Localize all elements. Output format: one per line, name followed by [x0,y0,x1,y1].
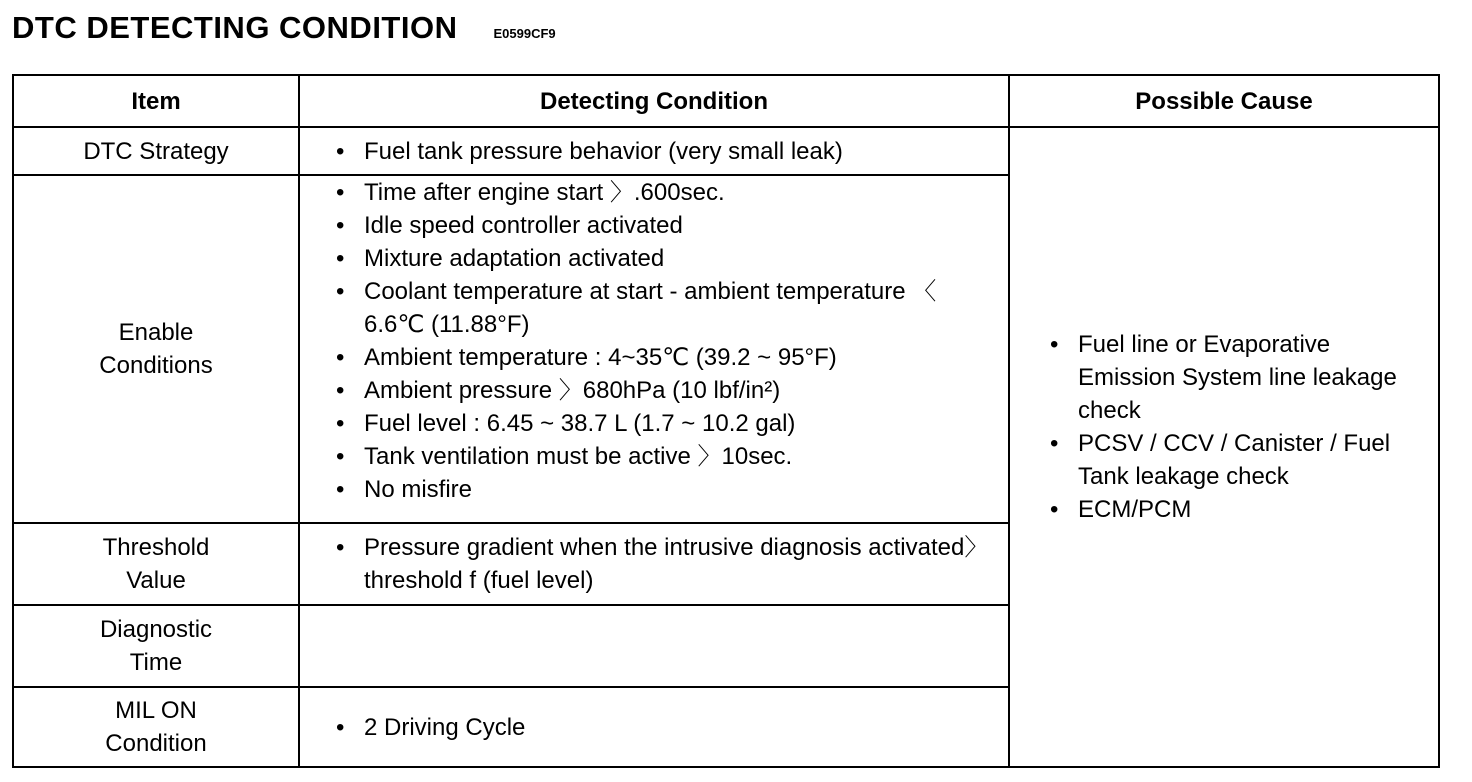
condition-cell-empty [299,605,1009,687]
item-cell: Threshold Value [13,523,299,605]
title-row [12,10,556,46]
list-item: • Ambient pressure 〉680hPa (10 lbf/in²) [336,374,998,407]
list-item: • Fuel line or Evaporative Emission System line leakage check [1050,328,1428,427]
item-cell: Diagnostic Time [13,605,299,687]
list-item: • Pressure gradient when the intrusive diagnosis activated〉 threshold f (fuel level) [336,531,998,597]
list-item: • Ambient temperature : 4~35℃ (39.2 ~ 95°F) [336,341,998,374]
condition-cell [299,523,1009,605]
list-item: • Idle speed controller activated [336,209,998,242]
column-header-detecting-condition: Detecting Condition [299,75,1009,127]
list-item: • No misfire [336,473,998,506]
list-item: • PCSV / CCV / Canister / Fuel Tank leakage check [1050,427,1428,493]
condition-list [336,711,998,744]
item-cell: MIL ON Condition [13,687,299,767]
list-item: • Fuel level : 6.45 ~ 38.7 L (1.7 ~ 10.2 gal) [336,407,998,440]
column-header-item: Item [13,75,299,127]
list-item: • Coolant temperature at start - ambient temperature 〈 6.6℃ (11.88°F) [336,275,998,341]
list-item: • 2 Driving Cycle [336,711,998,744]
condition-list [336,531,998,597]
table-row [13,127,1439,175]
item-cell: DTC Strategy [13,127,299,175]
cause-list [1050,328,1428,526]
possible-cause-cell [1009,127,1439,767]
table-header-row [13,75,1439,127]
condition-cell [299,127,1009,175]
column-header-possible-cause: Possible Cause [1009,75,1439,127]
condition-cell [299,687,1009,767]
condition-list [336,135,998,168]
document-code: E0599CF9 [493,26,556,41]
item-cell: Enable Conditions [13,175,299,523]
page-title: DTC DETECTING CONDITION [12,10,458,45]
list-item: • Time after engine start 〉.600sec. [336,176,998,209]
dtc-condition-table [12,74,1440,768]
list-item: • ECM/PCM [1050,493,1428,526]
condition-cell [299,175,1009,523]
list-item: • Fuel tank pressure behavior (very small leak) [336,135,998,168]
condition-list [336,176,998,506]
list-item: • Tank ventilation must be active 〉10sec. [336,440,998,473]
list-item: • Mixture adaptation activated [336,242,998,275]
